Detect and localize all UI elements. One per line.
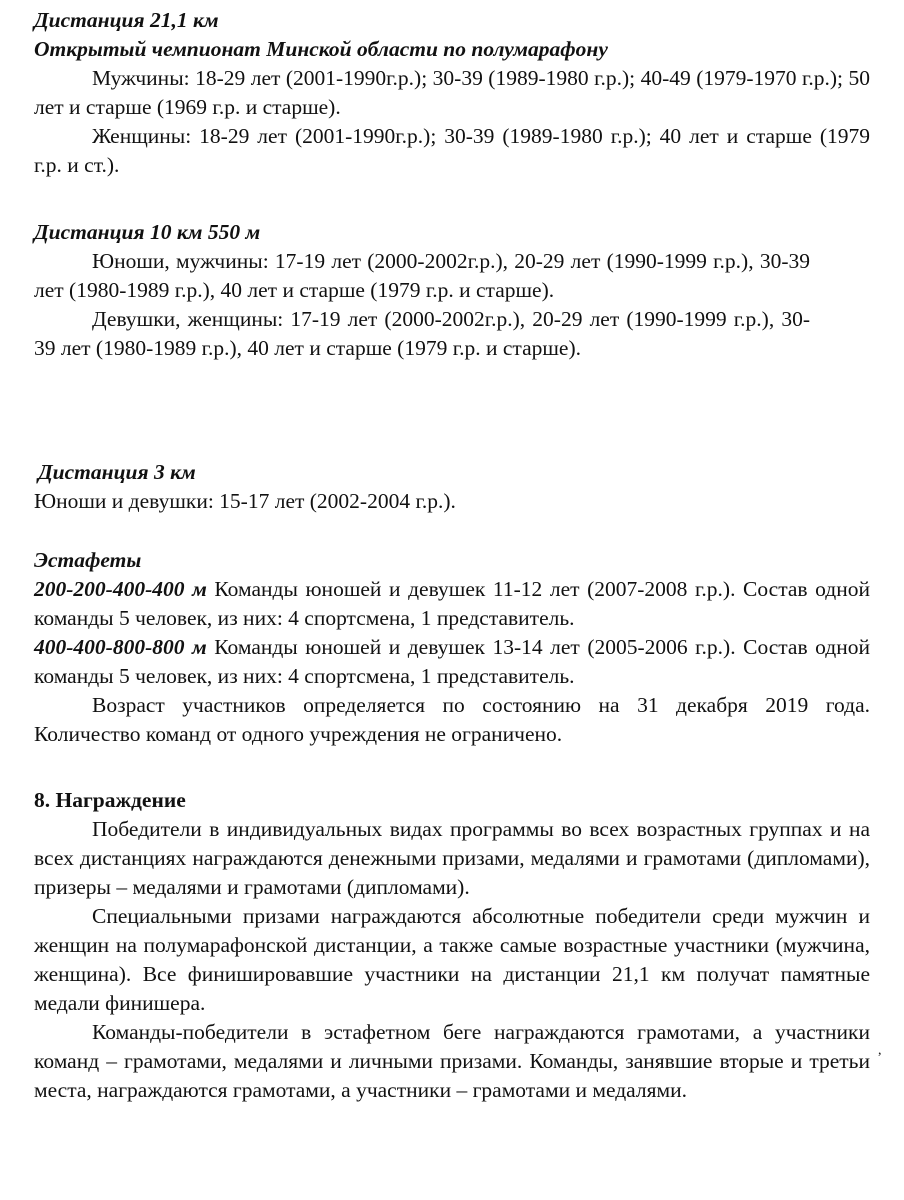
paragraph-awards-3: Команды-победители в эстафетном беге награждаются грамотами, а участники команд – грамотами, медалями и личными призами. Команды, занявшие вторые и третьи места, награждаются грамотами, а участники – грамотами и медалями. bbox=[34, 1020, 870, 1102]
section-3km bbox=[34, 458, 870, 516]
paragraph-boys-10km: Юноши, мужчины: 17-19 лет (2000-2002г.р.), 20-29 лет (1990-1999 г.р.), 30-39 лет (1980-1989 г.р.), 40 лет и старше (1979 г.р. и старше). bbox=[34, 249, 810, 302]
paragraph-age-note: Возраст участников определяется по состоянию на 31 декабря 2019 года. Количество команд от одного учреждения не ограничено. bbox=[34, 693, 870, 746]
paragraph-awards-2: Специальными призами награждаются абсолютные победители среди мужчин и женщин на полумарафонской дистанции, а также самые возрастные участники (мужчина, женщина). Все финишировавшие участники на дистанции 21,1 км получат памятные медали финишера. bbox=[34, 904, 870, 1015]
section-relays bbox=[34, 546, 870, 749]
relay-1-text: Команды юношей и девушек 11-12 лет (2007-2008 г.р.). Состав одной команды 5 человек, из них: 4 спортсмена, 1 представитель. bbox=[34, 577, 870, 630]
section-10km bbox=[34, 218, 810, 363]
heading-awards: 8. Награждение bbox=[34, 788, 186, 812]
paragraph-relay-2 bbox=[34, 633, 870, 691]
scan-mark: , bbox=[878, 1043, 882, 1058]
paragraph-men-21km: Мужчины: 18-29 лет (2001-1990г.р.); 30-39 (1989-1980 г.р.); 40-49 (1979-1970 г.р.); 50 лет и старше (1969 г.р. и старше). bbox=[34, 66, 870, 119]
paragraph-women-21km: Женщины: 18-29 лет (2001-1990г.р.); 30-39 (1989-1980 г.р.); 40 лет и старше (1979 г.р. и ст.). bbox=[34, 124, 870, 177]
subheading-championship: Открытый чемпионат Минской области по полумарафону bbox=[34, 37, 608, 61]
relay-2-text: Команды юношей и девушек 13-14 лет (2005-2006 г.р.). Состав одной команды 5 человек, из них: 4 спортсмена, 1 представитель. bbox=[34, 635, 870, 688]
heading-relays: Эстафеты bbox=[34, 548, 142, 572]
paragraph-3km: Юноши и девушки: 15-17 лет (2002-2004 г.р.). bbox=[34, 489, 456, 513]
relay-1-label: 200-200-400-400 м bbox=[34, 577, 207, 601]
paragraph-relay-1 bbox=[34, 575, 870, 633]
paragraph-awards-1: Победители в индивидуальных видах программы во всех возрастных группах и на всех дистанциях награждаются денежными призами, медалями и грамотами (дипломами), призеры – медалями и грамотами (дипломами). bbox=[34, 817, 870, 899]
section-21km bbox=[34, 6, 870, 180]
relay-2-label: 400-400-800-800 м bbox=[34, 635, 207, 659]
section-awards bbox=[34, 786, 870, 1105]
heading-10km: Дистанция 10 км 550 м bbox=[34, 220, 261, 244]
heading-21km: Дистанция 21,1 км bbox=[34, 8, 219, 32]
paragraph-girls-10km: Девушки, женщины: 17-19 лет (2000-2002г.р.), 20-29 лет (1990-1999 г.р.), 30-39 лет (1980-1989 г.р.), 40 лет и старше (1979 г.р. и старше). bbox=[34, 307, 810, 360]
heading-3km: Дистанция 3 км bbox=[38, 460, 196, 484]
